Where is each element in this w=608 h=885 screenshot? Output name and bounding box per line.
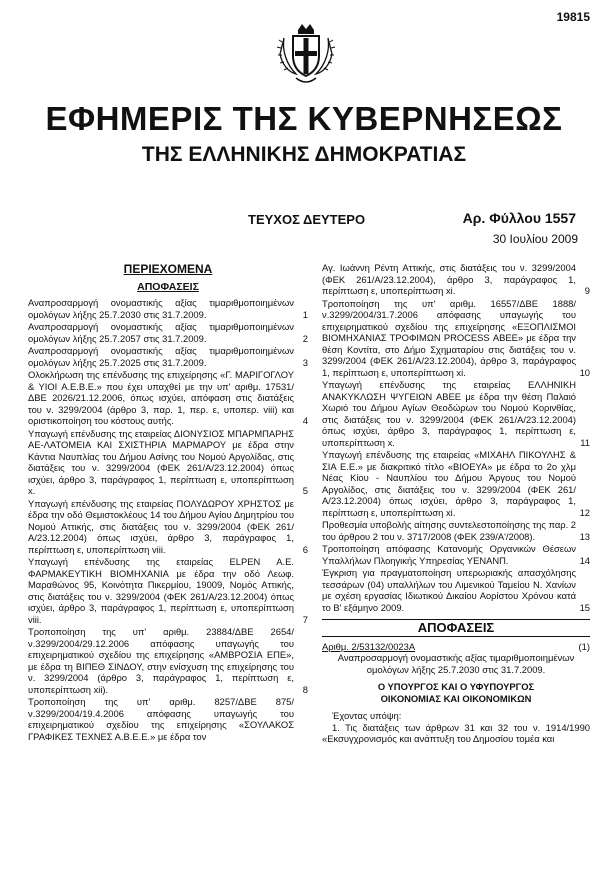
decision-ref: Αριθμ. 2/53132/0023Α xyxy=(322,640,416,652)
contents-heading: ΠΕΡΙΕΧΟΜΕΝΑ xyxy=(123,262,213,276)
contents-entry-text: Υπαγωγή επένδυσης της εταιρείας «ΜΙΧΑΗΛ ΠΙΚΟΥΛΗΣ & ΣΙΑ Ε.Ε.» με διακριτικό τίτλο «ΒΙΟΕΥΑ» με έδρα το 2ο χλμ Νέας Κίου - Ναυπλίου του Δήμου Άργους του Νομού Αργολίδος, στις διατάξεις του ν. 3299/2004 (ΦΕΚ 261/Α/23.12.2004) όπως ισχύει, άρθρο 3, παράγραφος 1, περίπτωση ε, υποπερίπτωση xi. xyxy=(322,449,576,518)
decision-ref-line xyxy=(322,641,590,653)
contents-entry-number: 15 xyxy=(579,601,590,613)
contents-entry-number: 12 xyxy=(579,506,590,518)
contents-entry xyxy=(28,696,308,742)
contents-list-left xyxy=(28,297,308,742)
contents-entry xyxy=(322,449,590,518)
contents-entry-text: Τροποποίηση της υπ' αριθμ. 16557/ΔΒΕ 1888/ν.3299/2004/31.7.2006 απόφασης υπαγωγής του επιχειρηματικού σχεδίου της επιχείρησης «ΕΞΟΠΛΙΣΜΟΙ ΒΙΟΜΗΧΑΝΙΑΣ ΤΡΟΦΙΜΩΝ PROCESS ΑΒΕΕ» με έδρα την θέση Κοντίτα, στο Δήμο Σχηματαρίου στις διατάξεις του ν. 3299/2004 (ΦΕΚ 261/Α/23.12.2004), άρθρο 3, παράγραφος 1, περίπτωση ε, υποπερίπτωση xi. xyxy=(322,297,576,378)
contents-entry xyxy=(322,543,590,566)
decision-ref-number: (1) xyxy=(578,640,590,652)
contents-entry-text: Τροποποίηση της υπ' αριθμ. 8257/ΔΒΕ 875/ν.3299/2004/19.4.2006 απόφασης υπαγωγής του επιχειρηματικού σχεδίου της επιχείρησης «ΣΟΥΛΑΚΟΣ ΓΡΑΦΙΚΕΣ ΤΕΧΝΕΣ Α.Β.Ε.Ε.» με έδρα τον xyxy=(28,696,294,742)
contents-entry xyxy=(322,379,590,448)
contents-entry-number: 6 xyxy=(302,543,308,555)
gazette-subtitle: ΤΗΣ ΕΛΛΗΝΙΚΗΣ ΔΗΜΟΚΡΑΤΙΑΣ xyxy=(141,143,467,166)
issue-date: 30 Ιουλίου 2009 xyxy=(492,232,578,246)
contents-entry-number: 4 xyxy=(302,415,308,426)
contents-entry-text: Αναπροσαρμογή ονομαστικής αξίας τιμαριθμοποιημένων ομολόγων λήξης 25.7.2057 στις 31.7.2009. xyxy=(28,321,294,344)
sheet-number: Αρ. Φύλλου 1557 xyxy=(462,210,576,226)
contents-entry-text: Αναπροσαρμογή ονομαστικής αξίας τιμαριθμοποιημένων ομολόγων λήξης 25.7.2025 στις 31.7.2009. xyxy=(28,345,294,368)
contents-entry xyxy=(28,428,308,497)
contents-entry-text: Έγκριση για πραγματοποίηση υπερωριακής απασχόλησης τεσσάρων (04) υπαλλήλων του Λιμενικού Ταμείου Ν. Χανίων με σχέση εργασίας Ιδιωτικού Δικαίου Αορίστου Χρόνου κατά το Β' εξάμηνο 2009. xyxy=(322,567,576,613)
contents-entry-text: Τροποποίηση απόφασης Κατανομής Οργανικών Θέσεων Υπαλλήλων Πλοηγικής Υπηρεσίας ΥΕΝΑΝΠ. xyxy=(322,543,576,566)
contents-entry-number: 8 xyxy=(302,683,308,695)
contents-list-right xyxy=(322,262,590,613)
contents-entry-text: Υπαγωγή επένδυσης της εταιρείας ELPEN A.E. ΦΑΡΜΑΚΕΥΤΙΚΗ ΒΙΟΜΗΧΑΝΙΑ με έδρα την οδό Λεωφ. Μαραθώνος 95, Κοινότητα Πικερμίου, 19009, Νομός Αττικής, στις διατάξεις του ν. 3299/2004 (ΦΕΚ 261/Α/23.12.2004) όπως ισχύει, άρθρο 3, παράγραφος 1, περίπτωση ε, υποπερίπτωση viii. xyxy=(28,556,294,625)
decision-item-1: 1. Τις διατάξεις των άρθρων 31 και 32 του ν. 1914/1990 «Εκσυγχρονισμός και ανάπτυξη του Δημοσίου τομέα και xyxy=(322,721,590,744)
contents-entry-number: 1 xyxy=(302,308,308,320)
contents-entry xyxy=(28,321,308,344)
contents-entry xyxy=(28,345,308,368)
contents-entry-number: 2 xyxy=(302,332,308,344)
contents-entry xyxy=(322,298,590,379)
contents-entry-text: Υπαγωγή επένδυσης της εταιρείας ΕΛΛΗΝΙΚΗ ΑΝΑΚΥΚΛΩΣΗ ΨΥΓΕΙΩΝ ΑΒΕΕ με έδρα την θέση Παλαιό Χωριό του Δήμου Αγίων Θεοδώρων του Νομού Κορινθίας, στις διατάξεις του ν. 3299/2004 (ΦΕΚ 261/Α/23.12.2004) όπως ισχύει, άρθρο 3, παράγραφος 1, περίπτωση ε, υποπερίπτωση x. xyxy=(322,379,576,448)
page-number: 19815 xyxy=(556,10,590,24)
contents-entry xyxy=(322,519,590,542)
contents-entry-text: Αγ. Ιωάννη Ρέντη Αττικής, στις διατάξεις του ν. 3299/2004 (ΦΕΚ 261/Α/23.12.2004), άρθρο 3, παράγραφος 1, περίπτωση ε, υποπερίπτωση xi. xyxy=(322,262,576,296)
contents-entry-number: 10 xyxy=(579,366,590,378)
authority-line-1: Ο ΥΠΟΥΡΓΟΣ ΚΑΙ Ο ΥΦΥΠΟΥΡΓΟΣ xyxy=(377,681,535,692)
decision-subject: Αναπροσαρμογή ονομαστικής αξίας τιμαριθμοποιημένων ομολόγων λήξης 25.7.2030 στις 31.7.2009. xyxy=(337,652,575,675)
contents-entry-text: Τροποποίηση της υπ' αριθμ. 23884/ΔΒΕ 2654/ν.3299/2004/29.12.2006 απόφασης υπαγωγής του επιχειρηματικού σχεδίου της επιχείρησης «ΑΜΒΡΟΣΙΑ ΕΠΕ», με έδρα τη ΒΙΠΕΘ ΣΙΝΔΟΥ, στην ενίσχυση της επιχείρησης του ν. 3299/2004 (άρθρο 3, παράγραφος 1, περίπτωση ε, υποπερίπτωση xii). xyxy=(28,626,294,695)
contents-entry-text: Υπαγωγή επένδυσης της εταιρείας ΠΟΛΥΔΩΡΟΥ ΧΡΗΣΤΟΣ με έδρα την οδό Θεμιστοκλέους 14 του Δήμου Αγίου Δημητρίου του Νομού Αττικής, στις διατάξεις του ν. 3299/2004 (ΦΕΚ 261/Α/23.12.2004) όπως ισχύει, άρθρο 3, παράγραφος 1, περίπτωση ε, υποπερίπτωση viii. xyxy=(28,497,294,555)
contents-entry-number: 11 xyxy=(580,436,590,448)
contents-left-column xyxy=(28,262,308,743)
contents-entry-number: 14 xyxy=(579,554,590,566)
considering-label: Έχοντας υπόψη: xyxy=(332,710,402,721)
contents-entry-text: Ολοκλήρωση της επένδυσης της επιχείρησης «Γ. ΜΑΡΙΓΟΓΛΟΥ & ΥΙΟΙ Α.Ε.Β.Ε.» που έχει υπαχθεί με την υπ' αριθμ. 17531/ΔΒΕ 2026/21.12.2006, όπως ισχύει, απόφαση στις διατάξεις του ν. 3299/2004 (άρθρο 3, παρ. 1, περ. ε, υποπερ. viii) και οριστικοποίηση του κόστους αυτής. xyxy=(28,369,294,426)
contents-subheading: ΑΠΟΦΑΣΕΙΣ xyxy=(137,280,199,293)
contents-entry xyxy=(28,297,308,320)
contents-entry-number: 3 xyxy=(302,356,308,368)
authority-line-2: ΟΙΚΟΝΟΜΙΑΣ ΚΑΙ ΟΙΚΟΝΟΜΙΚΩΝ xyxy=(380,692,532,704)
contents-entry-number: 5 xyxy=(302,485,308,496)
issue-label: ΤΕΥΧΟΣ ΔΕΥΤΕΡΟ xyxy=(248,212,366,227)
gazette-title: ΕΦΗΜΕΡΙΣ ΤΗΣ ΚΥΒΕΡΝΗΣΕΩΣ xyxy=(45,100,563,137)
contents-entry-text: Προθεσμία υποβολής αίτησης συντελεστοποίησης της παρ. 2 του άρθρου 2 του ν. 3717/2008 (ΦΕΚ 239/Α'/2008). xyxy=(322,519,576,542)
greek-coat-of-arms-emblem xyxy=(276,20,336,90)
contents-entry xyxy=(28,369,308,427)
contents-entry-number: 9 xyxy=(584,285,590,296)
contents-entry-number: 7 xyxy=(302,613,308,625)
contents-entry-number: 13 xyxy=(579,530,590,542)
decisions-heading: ΑΠΟΦΑΣΕΙΣ xyxy=(322,619,590,637)
contents-entry-text: Αναπροσαρμογή ονομαστικής αξίας τιμαριθμοποιημένων ομολόγων λήξης 25.7.2030 στις 31.7.2009. xyxy=(28,297,294,320)
contents-entry xyxy=(28,498,308,556)
contents-entry xyxy=(28,556,308,625)
contents-entry xyxy=(322,567,590,613)
contents-right-column xyxy=(322,262,590,745)
contents-entry xyxy=(28,626,308,695)
contents-entry-text: Υπαγωγή επένδυσης της εταιρείας ΔΙΟΝΥΣΙΟΣ ΜΠΑΡΜΠΑΡΗΣ ΑΕ-ΛΑΤΟΜΕΙΑ ΚΑΙ ΣΧΙΣΤΗΡΙΑ ΜΑΡΜΑΡΟΥ με έδρα στην Κάντια Ναυπλίας του Δήμου Ασίνης του Νομού Αργολίδας, στις διατάξεις του ν. 3299/2004 (ΦΕΚ 261/Α/23.12.2004) όπως ισχύει, άρθρο 3, παράγραφος 1, περίπτωση ε, υποπερίπτωση x. xyxy=(28,427,294,496)
contents-entry xyxy=(322,262,590,297)
